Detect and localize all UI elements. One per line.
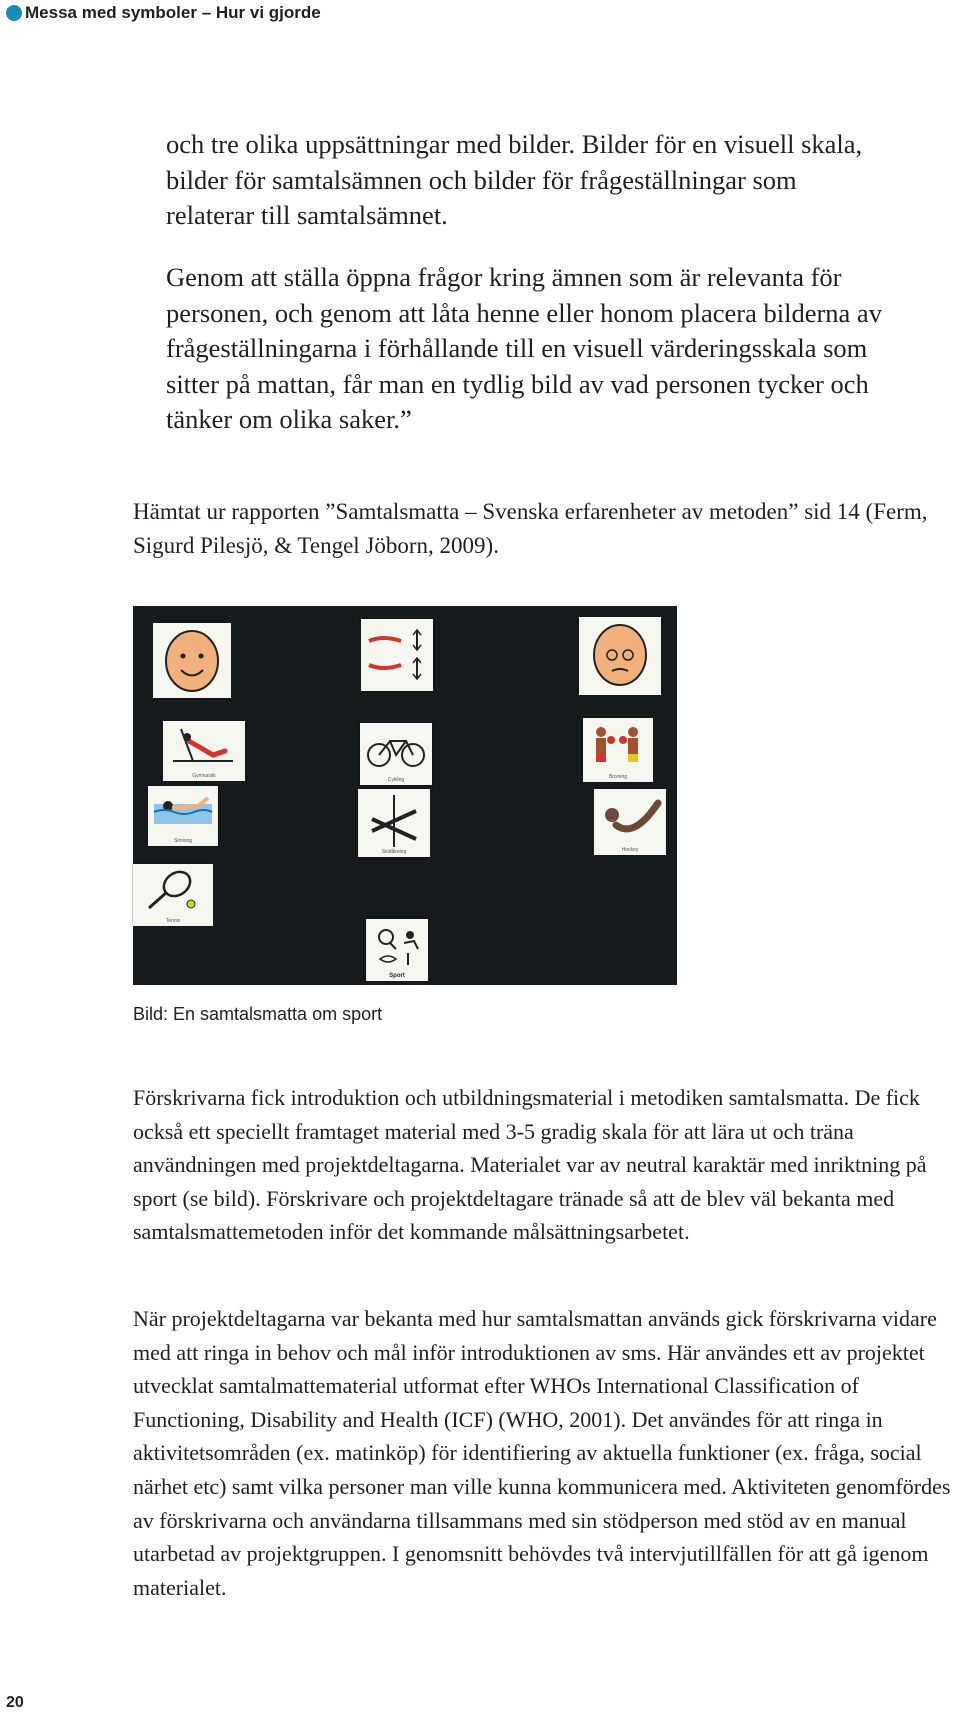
hockey-card xyxy=(594,789,666,855)
bicycle-icon xyxy=(360,723,432,785)
gymnastics-card xyxy=(163,721,245,781)
hands-scale-icon xyxy=(361,619,433,691)
header-title: Messa med symboler – Hur vi gjorde xyxy=(25,3,321,22)
skiing-card xyxy=(358,789,430,857)
boxing-icon xyxy=(583,718,653,782)
photo-caption: Bild: En samtalsmatta om sport xyxy=(133,1004,383,1024)
swimming-card xyxy=(148,786,218,846)
neutral-face-icon xyxy=(579,617,661,695)
neutral-face-card xyxy=(579,617,661,695)
card-label-sport: Sport xyxy=(389,973,405,979)
page-number: 20 xyxy=(6,1694,24,1711)
tennis-racket-icon xyxy=(133,864,213,926)
quote-paragraph-1: och tre olika uppsättningar med bilder. Bilder för en visuell skala, bilder för samtalsämnen och bilder för frågeställningar som relaterar till samtalsämnet. xyxy=(166,129,863,230)
sport-mat-photo xyxy=(133,606,677,985)
card-label-boxning: Boxning xyxy=(608,774,628,780)
bullet-dot-icon xyxy=(6,5,22,21)
card-label-skidakning: Skidåkning xyxy=(381,849,407,855)
card-label-cykling: Cykling xyxy=(387,777,405,783)
hockey-stick-icon xyxy=(594,789,666,855)
sport-card xyxy=(366,919,428,981)
gymnastics-icon xyxy=(163,721,245,781)
card-label-tennis: Tennis xyxy=(165,918,181,924)
happy-face-icon xyxy=(153,623,231,698)
boxing-card xyxy=(583,718,653,782)
card-label-simning: Simning xyxy=(173,838,193,844)
card-label-gymnastik: Gymnastik xyxy=(192,773,216,779)
body-paragraph-1: Förskrivarna fick introduktion och utbildningsmaterial i metodiken samtalsmatta. De fick också ett speciellt framtaget material med 3-5 gradig skala för att lära ut och träna användningen med projektdeltagarna. Materialet var av neutral karaktär med inriktning på sport (se bild). Förskrivare och projektdeltagare tränade så att de blev väl bekanta med samtalsmattemetoden inför det kommande målsättningsarbetet. xyxy=(133,1085,927,1245)
running-header xyxy=(6,3,321,23)
quote-paragraph-2: Genom att ställa öppna frågor kring ämnen som är relevanta för personen, och genom att låta henne eller honom placera bilderna av frågeställningarna i förhållande till en visuell värderingsskala som sitter på mattan, får man en tydlig bild av vad personen tycker och tänker om olika saker.” xyxy=(166,262,882,434)
card-label-hockey: Hockey xyxy=(621,847,639,853)
happy-face-card xyxy=(153,623,231,698)
cycling-card xyxy=(360,723,432,785)
scale-hands-card xyxy=(361,619,433,691)
swimming-icon xyxy=(148,786,218,846)
sport-icon xyxy=(366,919,428,981)
tennis-card xyxy=(133,864,213,926)
quote-source: Hämtat ur rapporten ”Samtalsmatta – Svenska erfarenheter av metoden” sid 14 (Ferm, Sigurd Pilesjö, & Tengel Jöborn, 2009). xyxy=(133,499,928,558)
body-paragraph-2: När projektdeltagarna var bekanta med hur samtalsmattan används gick förskrivarna vidare med att ringa in behov och mål inför introduktionen av sms. Här användes ett av projektet utvecklat samtalmattematerial utformat efter WHOs International Classification of Functioning, Disability and Health (ICF) (WHO, 2001). Det användes för att ringa in aktivitetsområden (ex. matinköp) för identifiering av aktuella funktioner (ex. fråga, social närhet etc) samt vilka personer man ville kunna kommunicera med. Aktiviteten genomfördes av förskrivarna och användarna tillsammans med sin stödperson med stöd av en manual utarbetad av projektgruppen. I genomsnitt behövdes två intervjutillfällen för att gå igenom materialet. xyxy=(133,1306,951,1600)
skiing-icon xyxy=(358,789,430,857)
